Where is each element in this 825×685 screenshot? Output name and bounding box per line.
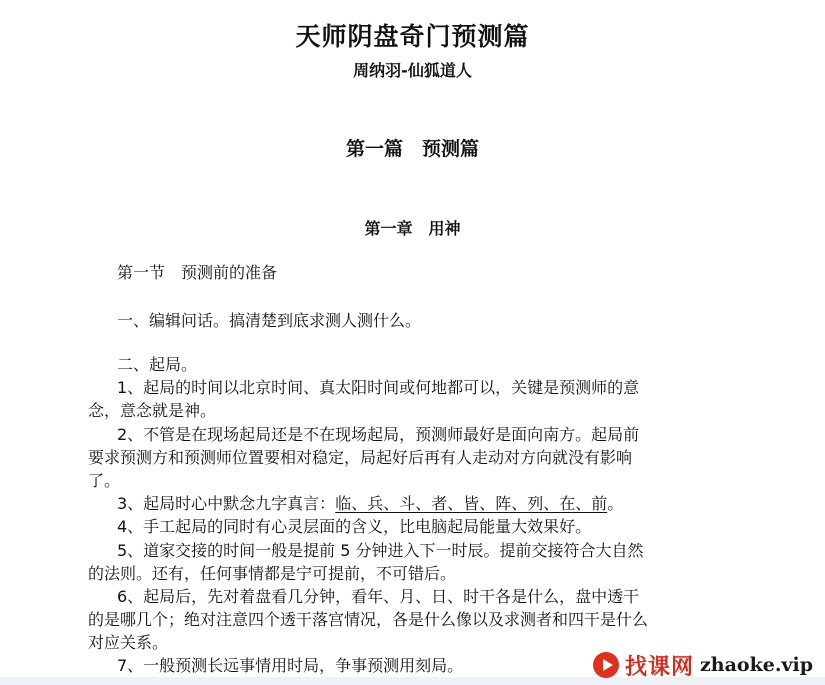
- document-author: 周纳羽-仙狐道人: [353, 61, 472, 80]
- part-heading: 第一篇 预测篇: [345, 138, 479, 160]
- paragraph-line: 5、道家交接的时间一般是提前 5 分钟进入下一时辰。提前交接符合大自然: [117, 541, 644, 560]
- mantra-suffix: 。: [607, 494, 624, 513]
- play-icon: [593, 652, 619, 678]
- chapter-heading: 第一章 用神: [364, 219, 461, 238]
- paragraph-line: 6、起局后，先对着盘看几分钟，看年、月、日、时干各是什么，盘中透干: [117, 587, 640, 606]
- paragraph-line: 的法则。还有，任何事情都是宁可提前，不可错后。: [88, 564, 457, 583]
- mantra-paragraph: [117, 493, 623, 515]
- paragraph-line: 了。: [88, 471, 121, 490]
- paragraph-line: 对应关系。: [88, 633, 169, 652]
- watermark-domain: zhaoke.vip: [700, 654, 814, 676]
- paragraph-line: 2、不管是在现场起局还是不在现场起局，预测师最好是面向南方。起局前: [117, 425, 640, 444]
- paragraph-line: 4、手工起局的同时有心灵层面的含义，比电脑起局能量大效果好。: [117, 517, 592, 536]
- item-two-heading: 二、起局。: [117, 355, 198, 374]
- mantra-text: 临、兵、斗、者、皆、阵、列、在、前: [335, 494, 608, 513]
- paragraph-line: 7、一般预测长远事情用时局，争事预测用刻局。: [117, 656, 464, 675]
- section-heading: 第一节 预测前的准备: [117, 263, 278, 282]
- watermark-cn-text: 找课网: [625, 654, 695, 680]
- mantra-prefix: 3、起局时心中默念九字真言：: [117, 494, 336, 513]
- site-watermark: [593, 645, 825, 685]
- paragraph-line: 1、起局的时间以北京时间、真太阳时间或何地都可以，关键是预测师的意: [117, 378, 640, 397]
- paragraph-line: 的是哪几个；绝对注意四个透干落宫情况，各是什么像以及求测者和四干是什么: [88, 610, 649, 629]
- item-one: 一、编辑问话。搞清楚到底求测人测什么。: [117, 311, 422, 330]
- paragraph-line: 要求预测方和预测师位置要相对稳定，局起好后再有人走动对方向就没有影响: [88, 448, 633, 467]
- paragraph-line: 念，意念就是神。: [88, 401, 217, 420]
- document-title: 天师阴盘奇门预测篇: [295, 22, 530, 51]
